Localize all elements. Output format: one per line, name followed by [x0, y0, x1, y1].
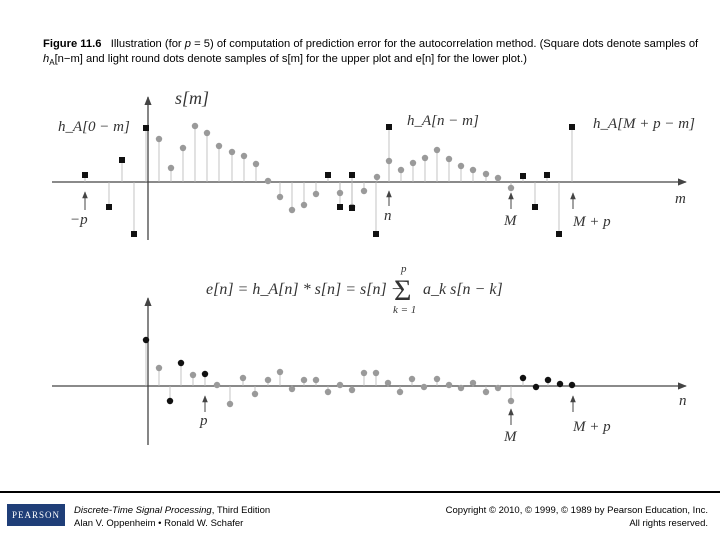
lower-light-sample [289, 386, 295, 392]
lower-dark-sample [520, 375, 526, 381]
book-credit [74, 505, 270, 530]
lower-marker-M-label: M [504, 429, 517, 445]
caption-text-2: = 5) of computation of prediction error for the autocorrelation method. (Square dots denote samples of [191, 38, 699, 50]
upper-square-sample [349, 172, 355, 178]
lower-dark-sample [569, 382, 575, 388]
book-authors: Alan V. Oppenheim • Ronald W. Schafer [74, 517, 244, 529]
lower-light-sample [361, 370, 367, 376]
rights-text: All rights reserved. [629, 517, 708, 529]
pearson-logo: PEARSON [7, 504, 65, 526]
upper-light-sample [458, 163, 464, 169]
figure-label: Figure 11.6 [43, 38, 102, 50]
upper-light-sample [313, 191, 319, 197]
marker-neg-p [70, 192, 88, 228]
lower-light-sample [325, 389, 331, 395]
lower-dark-sample [533, 384, 539, 390]
lower-dark-sample [143, 337, 149, 343]
equation-lhs: e[n] = h_A[n] * s[n] = s[n] − [206, 281, 402, 298]
upper-axis-label-m: m [675, 191, 686, 207]
upper-light-sample [241, 153, 247, 159]
lower-light-sample [483, 389, 489, 395]
lower-light-sample [409, 376, 415, 382]
lower-light-sample [301, 377, 307, 383]
upper-square-sample [337, 204, 343, 210]
caption-p-var: p [184, 38, 192, 50]
summation-upper-limit: p [401, 263, 407, 275]
copyright-notice [446, 505, 708, 530]
lower-light-sample [349, 387, 355, 393]
lower-light-sample [458, 385, 464, 391]
upper-light-sample [229, 149, 235, 155]
upper-light-sample [361, 188, 367, 194]
upper-square-sample [143, 125, 149, 131]
upper-square-sample [520, 173, 526, 179]
upper-square-sample [386, 124, 392, 130]
marker-p-label: p [200, 413, 208, 429]
caption-h-var: h [43, 53, 50, 65]
upper-light-sample [204, 130, 210, 136]
lower-light-sample [227, 401, 233, 407]
upper-light-sample [289, 207, 295, 213]
lower-light-sample [470, 380, 476, 386]
lower-marker-M-plus-p-label: M + p [573, 419, 611, 435]
upper-square-sample [325, 172, 331, 178]
copyright-text: Copyright © 2010, © 1999, © 1989 by Pearson Education, Inc. [445, 505, 708, 516]
caption-h-sub: A [49, 58, 55, 68]
upper-square-sample [82, 172, 88, 178]
upper-light-sample [398, 167, 404, 173]
lower-light-sample [337, 382, 343, 388]
upper-light-sample [374, 174, 380, 180]
lower-light-sample [508, 398, 514, 404]
marker-M-plus-p [572, 193, 611, 230]
upper-light-sample [446, 156, 452, 162]
upper-light-sample [277, 194, 283, 200]
caption-e-term: e[n] [415, 53, 435, 65]
upper-light-sample [422, 155, 428, 161]
upper-light-sample [253, 161, 259, 167]
label-h-zero-minus-m: h_A[0 − m] [58, 119, 130, 135]
caption-text-1: Illustration (for [110, 38, 185, 50]
book-title: Discrete-Time Signal Processing [74, 505, 212, 516]
lower-light-sample [397, 389, 403, 395]
summation-lower-limit: k = 1 [393, 304, 417, 316]
book-edition: , Third Edition [211, 505, 271, 516]
upper-light-sample [301, 202, 307, 208]
upper-light-sample [337, 190, 343, 196]
lower-marker-M-plus-p [572, 396, 611, 435]
label-h-n-minus-m: h_A[n − m] [407, 113, 479, 129]
upper-square-sample [106, 204, 112, 210]
upper-square-sample [373, 231, 379, 237]
footer-divider [0, 491, 720, 493]
upper-square-sample [569, 124, 575, 130]
lower-light-sample [252, 391, 258, 397]
lower-light-sample [265, 377, 271, 383]
marker-M [503, 193, 518, 229]
caption-s-term: s[m] [281, 53, 304, 65]
lower-dark-sample [545, 377, 551, 383]
lower-axis-label-n: n [679, 393, 687, 409]
caption-h-arg: [n−m] [54, 53, 83, 65]
upper-light-sample [483, 171, 489, 177]
lower-light-sample [446, 382, 452, 388]
lower-light-sample [277, 369, 283, 375]
lower-light-sample [495, 385, 501, 391]
marker-p [199, 396, 208, 429]
upper-square-sample [119, 157, 125, 163]
lower-dark-sample [557, 381, 563, 387]
lower-dark-sample [178, 360, 184, 366]
caption-text-4: for the upper plot and [303, 53, 416, 65]
lower-samples [143, 337, 575, 407]
upper-square-sample [556, 231, 562, 237]
upper-square-sample [532, 204, 538, 210]
lower-light-sample [313, 377, 319, 383]
caption-text-3: and light round dots denote samples of [82, 53, 282, 65]
label-h-M-plus-p-minus-m: h_A[M + p − m] [593, 116, 695, 132]
upper-plot [52, 88, 695, 240]
lower-light-sample [190, 372, 196, 378]
upper-light-sample [192, 123, 198, 129]
upper-light-sample [434, 147, 440, 153]
upper-light-sample [495, 175, 501, 181]
upper-square-sample [131, 231, 137, 237]
lower-dark-sample [167, 398, 173, 404]
upper-light-sample [265, 178, 271, 184]
marker-n-label: n [384, 208, 392, 224]
upper-light-sample [168, 165, 174, 171]
caption-text-5: for the lower plot.) [434, 53, 527, 65]
lower-light-sample [214, 382, 220, 388]
upper-light-sample [156, 136, 162, 142]
lower-light-sample [385, 380, 391, 386]
prediction-error-equation [206, 263, 503, 316]
upper-square-sample [349, 205, 355, 211]
upper-light-sample [180, 145, 186, 151]
lower-light-sample [421, 384, 427, 390]
upper-light-sample [410, 160, 416, 166]
lower-light-sample [240, 375, 246, 381]
lower-light-sample [434, 376, 440, 382]
marker-M-plus-p-label: M + p [573, 214, 611, 230]
upper-light-sample [470, 167, 476, 173]
lower-light-sample [156, 365, 162, 371]
lower-stems [146, 340, 572, 404]
marker-n [384, 191, 392, 224]
summation-sign: Σ [394, 274, 412, 307]
marker-M-label: M [504, 213, 517, 229]
marker-neg-p-label: −p [70, 212, 88, 228]
upper-light-sample [216, 143, 222, 149]
upper-light-sample [386, 158, 392, 164]
signal-label-s-m: s[m] [175, 88, 210, 108]
lower-plot [52, 298, 687, 445]
lower-marker-M [503, 409, 518, 445]
upper-samples [82, 123, 575, 237]
equation-rhs: a_k s[n − k] [423, 281, 503, 298]
lower-light-sample [373, 370, 379, 376]
lower-dark-sample [202, 371, 208, 377]
upper-light-sample [508, 185, 514, 191]
upper-square-sample [544, 172, 550, 178]
